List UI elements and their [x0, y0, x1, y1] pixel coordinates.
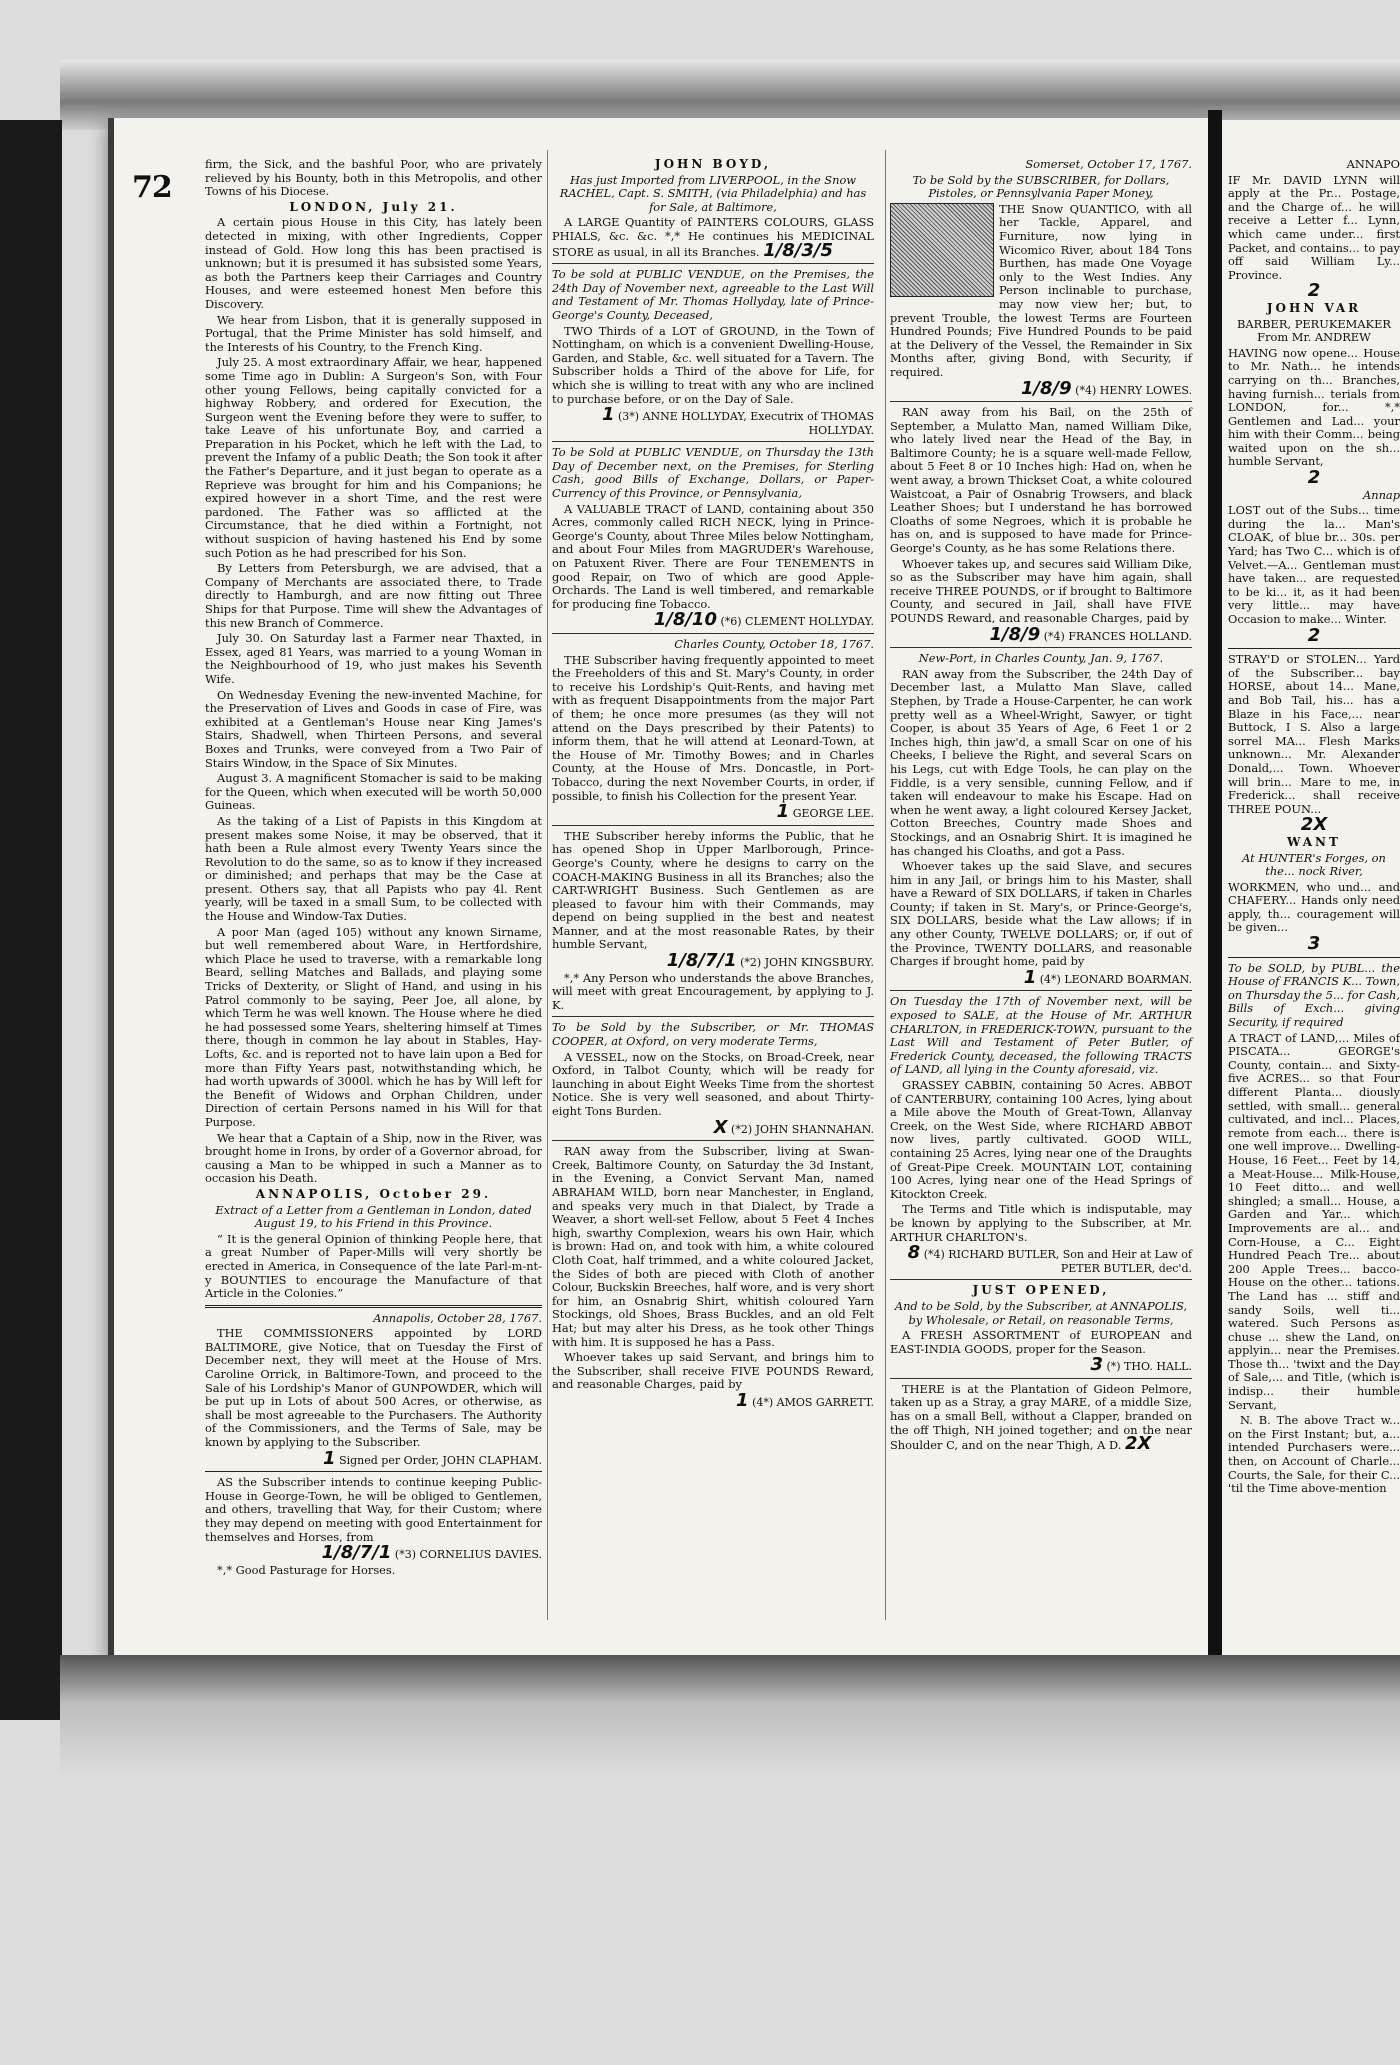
handwritten-mark: 1: [323, 1447, 336, 1469]
ad-vessel: [552, 1016, 874, 1136]
ad-heading: At HUNTER's Forges, on the... nock River,: [1242, 850, 1386, 879]
ad-rich-neck: [552, 441, 874, 629]
scanner-left-border: [0, 120, 62, 1720]
column-rule: [547, 150, 548, 1620]
news-paragraph: August 3. A magnificent Stomacher is said to be making for the Queen, which when executed will be worth 50,000 Guineas.: [205, 771, 542, 813]
page-number: 72: [132, 170, 172, 205]
ad-body: A VESSEL, now on the Stocks, on Broad-Creek, near Oxford, in Talbot County, which will be ready for launching in about Eight Weeks Time from the shortest Notice. She is very well seasoned, and about Thirty-eight Tons Burden.: [552, 1049, 874, 1118]
ad-body: A VALUABLE TRACT of LAND, containing about 350 Acres, commonly called RICH NECK, lying in Prince-George's County, about Three Miles below Nottingham, and about Four Miles from MAGRUDER's Warehouse, on Patuxent River. There are Four TENEMENTS in good Repair, on Two of which are good Apple-Orchards. The Land is well timbered, and remarkable for producing fine Tobacco.: [552, 501, 874, 611]
news-paragraph: July 25. A most extraordinary Affair, we hear, happened some Time ago in Dublin: A Surgeon's Son, with Four other young Fellows, being capitally convicted for a highway Robbery, and ordered for Execution, the Surgeon went the Evening before they were to suffer, to take Leave of his unfortunate Boy, and carried a Preparation in his Pocket, which he left with the Lad, to prevent the Infamy of a public Death; the Son took it after the Father's Departure, and it just began to operate as a Reprieve was brought for him and his Companions; he expired however in a short Time, and the rest were pardoned. The Father was so afflicted at the Circumstance, that he died within a Fortnight, not without suspicion of having hastened his End by some such Potion as he had prescribed for his Son.: [205, 355, 542, 560]
ad-body: THE Subscriber having frequently appointed to meet the Freeholders of this and St. Mary's County, in order to receive his Lordship's Quit-Rents, and having met with as frequent Disappointments from the major Part of them; he once more presumes (as they will not attend on the Days prescribed by their Patents) to inform them, that he will attend at Leonard-Town, at the House of Mr. Timothy Bowes; and in Charles County, at the House of Mrs. Doncastle, in Port-Tobacco, during the next November Courts, in order, if possible, to finish his Collection for the present Year.: [552, 652, 874, 803]
column-rule: [885, 150, 886, 1620]
ad-heading: To be Sold at PUBLIC VENDUE, on Thursday the 13th Day of December next, on the Premises, for Sterling Cash, good Bills of Exchange, Dollars, or Paper-Currency of this Province, or Pennsylvania,: [552, 445, 874, 501]
ad-rule: [205, 1471, 542, 1472]
ad-davies: AS the Subscriber intends to continue keeping Public-House in George-Town, he will be obliged to Gentlemen, and others, travelling that Way, for their Custom; where they may depend on meeting with good Entertainment for themselves and Horses, from: [205, 1475, 542, 1544]
handwritten-mark: 1/8/9: [989, 623, 1041, 645]
ad-signature: 1/8/9 (*4) FRANCES HOLLAND.: [989, 623, 1192, 645]
ad-body: THE Snow QUANTICO, with all her Tackle, Apparel, and Furniture, now lying in Wicomico River, about 184 Tons Burthen, has made One Voyage only to the West Indies. Any Person inclinable to purchase, may now view her; but, to prevent Trouble, the lowest Terms are Fourteen Hundred Pounds; Five Hundred Pounds to be paid at the Delivery of the Vessel, the Remainder in Six Months after, giving Bond, with Security, if required.: [890, 201, 1192, 379]
handwritten-mark: 2: [1307, 280, 1321, 302]
ad-signature: 1 (3*) ANNE HOLLYDAY, Executrix of THOMAS HOLLYDAY.: [601, 404, 874, 437]
ad-signature: 1/8/10 (*6) CLEMENT HOLLYDAY.: [653, 609, 874, 631]
news-paragraph: As the taking of a List of Papists in this Kingdom at present makes some Noise, it may be observed, that it hath been a Rule almost every Twenty Years since the Revolution to do the same, so as to know if they increased or diminished; and perhaps that may be the Case at present. Others say, that all Papists who pay 4l. Rent yearly, will be taxed in a small Sum, to be collected with the House and Window-Tax Duties.: [205, 813, 542, 924]
ad-date: Charles County, October 18, 1767.: [674, 637, 874, 651]
extract-heading: Extract of a Letter from a Gentleman in London, dated August 19, to his Friend in this Province.: [215, 1202, 532, 1231]
ad-title: JUST OPENED,: [972, 1283, 1110, 1298]
ad-body: GRASSEY CABBIN, containing 50 Acres. ABBOT of CANTERBURY, containing 100 Acres, lying about a Mile above the Mouth of Great-Town, Allanvay Creek, on the West Side, where RICHARD ABBOT now lives, partly cultivated. GOOD WILL, containing 25 Acres, lying near one of the Draughts of Great-Pipe Creek. MOUNTAIN LOT, containing 100 Acres, lying near one of the Head Springs of Kitockton Creek.: [890, 1078, 1192, 1201]
column-4-facing: [1228, 158, 1400, 1658]
ad-william-dike: [890, 401, 1192, 643]
ad-kingsbury: [552, 825, 874, 1013]
ad-signature: 1 (4*) LEONARD BOARMAN.: [1023, 966, 1192, 988]
column-3: [890, 158, 1192, 1455]
ad-tract-piscataway: A TRACT of LAND,... Miles of PISCATA... GEORGE's County, contain... and Sixty-five ACRES... so that Four different Planta... diously settled, with small... general cultivated, and incl... Places, remote from each... there is one well improve... Dwelling-House, 16 Feet... Feet by 14, a Meat-House... Milk-House, 10 Feet ditto... and well shingled; a small... House, a Garden and Yar... which Improvements are al... and Corn-House, a C... Eight Hundred Peach Tre... about 200 Apple Trees... bacco-House on the other... tations. The Land has ... stiff and sandy Soils, well ti... watered. Such Persons as chuse ... shew the Land, on applyin... near the Premises. Those th... 'twixt and the Day of Sale,... and Title, (which is indisp... their humble Servant,: [1228, 1030, 1400, 1412]
ad-body: THERE is at the Plantation of Gideon Pelmore, taken up as a Stray, a gray MARE, of a middle Size, has on a small Bell, without a Clapper, branded on the off Thigh, NH joined together; and on the near Shoulder C, and on the near Thigh, A D. 2X: [890, 1381, 1192, 1455]
section-rule: [205, 1305, 542, 1308]
book-gutter: [1208, 110, 1222, 1690]
news-paragraph: By Letters from Petersburgh, we are advised, that a Company of Merchants are associated there, to Trade directly to Hamburgh, and are now fitting out Three Ships for that Purpose. Time will shew the Advantages of this new Branch of Commerce.: [205, 561, 542, 630]
ad-heading: On Tuesday the 17th of November next, will be exposed to SALE, at the House of Mr. ARTHUR CHARLTON, in FREDERICK-TOWN, pursuant to the Last Will and Testament of Peter Butler, of Frederick County, deceased, the following TRACTS of LAND, all lying in the County aforesaid, viz.: [890, 994, 1192, 1077]
ad-body: TWO Thirds of a LOT of GROUND, in the Town of Nottingham, on which is a convenient Dwelling-House, Garden, and Stable, &c. well situated for a Tavern. The Subscriber holds a Third of the above for Life, for which she is willing to treat with any who are inclined to purchase before, or on the Day of Sale.: [552, 323, 874, 406]
handwritten-mark: 2: [1307, 467, 1321, 489]
ad-signature: 1 (4*) AMOS GARRETT.: [736, 1389, 874, 1411]
ad-hollyday: [552, 263, 874, 437]
ad-signature: 1 GEORGE LEE.: [776, 801, 874, 823]
ad-varnum: HAVING now opene... House to Mr. Nath... he intends carrying on th... Branches, having furnish... terials from LONDON, for... *,* Gentlemen and Lad... your him with their Comm... being waited upon on the sh... humble Servant,: [1228, 345, 1400, 469]
ad-strayed-horse: STRAY'D or STOLEN... Yard of the Subscriber... bay HORSE, about 14... Mane, and Bob Tail, his... has a Blaze in his Face,... near Buttock, I S. Also a large sorrel MA... Flesh Marks unknown... Mr. Alexander Donald,... Town. Whoever will brin... Mare to me, in Frederick... shall receive THREE POUN...: [1228, 652, 1400, 816]
handwritten-mark: 3: [1090, 1354, 1103, 1376]
extract-text: “ It is the general Opinion of thinking People here, that a great Number of Paper-Mills will very shortly be erected in America, in Consequence of the late Parl-m-nt-y BOUNTIES to encourage the Manufacture of that Article in the Colonies.”: [205, 1231, 542, 1301]
ad-heading: BARBER, PERUKEMAKER From Mr. ANDREW: [1237, 316, 1391, 345]
column-1: [205, 158, 542, 1579]
ad-body: THE Subscriber hereby informs the Public, that he has opened Shop in Upper Marlborough, Prince-George's County, where he designs to carry on the COACH-MAKING Business in all its Branches; also the CART-WRIGHT Business. Such Gentlemen as are pleased to favour him with their Commands, may depend on being supplied in the best and neatest Manner, and at the most reasonable Rates, by their humble Servant,: [552, 828, 874, 952]
ad-date: Somerset, October 17, 1767.: [1025, 157, 1192, 171]
ad-butler: [890, 990, 1192, 1275]
ad-body: Whoever takes up said Servant, and brings him to the Subscriber, shall receive FIVE POUNDS Reward, and reasonable Charges, paid by: [552, 1350, 874, 1392]
news-paragraph: July 30. On Saturday last a Farmer near Thaxted, in Essex, aged 81 Years, was married to a young Woman in the Neighbourhood of 19, who just makes his Seventh Wife.: [205, 631, 542, 686]
ad-title: JOHN VAR: [1266, 300, 1362, 315]
ad-lost-cloak: LOST out of the Subs... time during the la... Man's CLOAK, of blue br... 30s. per Yard; has Two C... which is of Velvet.—A... Gentleman must have taken... are requested to be ki... it, as it had been very little... may have Occasion to make... Winter.: [1228, 503, 1400, 626]
ad-lynn: IF Mr. DAVID LYNN will apply at the Pr... Postage, and the Charge of... he will receive a Letter f... Lynn, which came under... first Packet, and contains... to pay off said William Ly... Province.: [1228, 172, 1400, 282]
scanner-bottom-shadow: [60, 1655, 1400, 1775]
handwritten-mark: 2X: [1300, 814, 1328, 836]
news-paragraph: A certain pious House in this City, has lately been detected in mixing, with other Ingredients, Copper instead of Gold. How long this has been practised is unknown; but it is presumed it has subsisted some Years, as both the Partners keep their Carriages and Country Houses, and were esteemed honest Men before this Discovery.: [205, 215, 542, 311]
ad-body: The Terms and Title which is indisputable, may be known by applying to the Subscriber, at Mr. ARTHUR CHARLTON's.: [890, 1202, 1192, 1244]
ad-heading: To be Sold by the Subscriber, or Mr. THOMAS COOPER, at Oxford, on very moderate Terms,: [552, 1020, 874, 1049]
facing-header: ANNAPO: [1346, 158, 1400, 171]
news-paragraph: On Wednesday Evening the new-invented Machine, for the Preservation of Lives and Goods in case of Fire, was exhibited at a Gentleman's House near King James's Stairs, Shadwell, when Thirteen Persons, and several Boxes and Trunks, were conveyed from a Two Pair of Stairs Window, in the Space of Six Minutes.: [205, 687, 542, 770]
handwritten-mark: 1/8/7/1: [321, 1542, 392, 1564]
dateline-annapolis: ANNAPOLIS, October 29.: [255, 1186, 492, 1201]
ad-heading: To be Sold by the SUBSCRIBER, for Dollars, Pistoles, or Pennsylvania Paper Money,: [912, 172, 1170, 201]
ad-heading: To be sold at PUBLIC VENDUE, on the Premises, the 24th Day of November next, agreeable to the Last Will and Testament of Mr. Thomas Hollyday, late of Prince-George's County, Deceased,: [552, 267, 874, 322]
ad-workmen: WORKMEN, who und... and CHAFERY... Hands only need apply, th... couragement will be given...: [1228, 879, 1400, 935]
handwritten-mark: 1: [1023, 966, 1037, 988]
ad-signature: 1/8/7/1 (*2) JOHN KINGSBURY.: [666, 950, 874, 972]
ad-signature: 1/8/9 (*4) HENRY LOWES.: [1020, 377, 1192, 399]
handwritten-mark: 1/8/10: [653, 609, 717, 631]
ad-note: *,* Any Person who understands the above Branches, will meet with great Encouragement, by applying to J. K.: [552, 970, 874, 1012]
handwritten-mark: 1: [601, 404, 615, 426]
handwritten-mark: 1/8/9: [1020, 377, 1072, 399]
handwritten-mark: 1/8/3/5: [763, 239, 834, 261]
ad-body: Whoever takes up, and secures said William Dike, so as the Subscriber may have him again, shall receive THREE POUNDS, or if brought to Baltimore County, and secured in Jail, shall have FIVE POUNDS Reward, and reasonable Charges, paid by: [890, 556, 1192, 625]
ad-date: New-Port, in Charles County, Jan. 9, 1767.: [918, 651, 1164, 666]
ad-abraham-wild: [552, 1140, 874, 1409]
handwritten-mark: X: [713, 1116, 728, 1138]
ad-body: RAN away from the Subscriber, living at Swan-Creek, Baltimore County, on Saturday the 3d Instant, in the Evening, a Convict Servant Man, named ABRAHAM WILD, born near Manchester, in England, and speaks very much in that Dialect, by Trade a Weaver, a short well-set Fellow, about 5 Feet 4 Inches high, swarthy Complexion, wears his own Hair, which is brown: Had on, and took with him, a white coloured Cloth Coat, half trimmed, and a white coloured Jacket, the Sides of both are pieced with Cloth of another Colour, Buckskin Breeches, half wore, and is very short for him, an Osnabrig Shirt, whitish coloured Yarn Stockings, old Shoes, Brass Buckles, and an old Felt Hat; but may alter his Dress, as he took other Things with him. It is supposed he has a Pass.: [552, 1144, 874, 1349]
ad-note: *,* Good Pasturage for Horses.: [217, 1562, 396, 1577]
ad-george-lee: [552, 633, 874, 821]
ad-date: Annap: [1363, 487, 1400, 502]
boyd-subtitle: Has just Imported from LIVERPOOL, in the Snow RACHEL, Capt. S. SMITH, (via Philadelphia) and has for Sale, at Baltimore,: [559, 172, 867, 214]
handwritten-mark: 1/8/7/1: [666, 950, 737, 972]
ad-body: RAN away from his Bail, on the 25th of September, a Mulatto Man, named William Dike, who lately lived near the Head of the Bay, in Baltimore County; he is a square well-made Fellow, about 5 Feet 8 or 10 Inches high: Had on, when he went away, a brown Thickset Coat, a white coloured Waistcoat, a Pair of Osnabrig Trowsers, and black Leather Shoes; but I understand he has borrowed Cloaths of some Negroes, which it is probable he has on, and is supposed to have made for Prince-George's County, as he has some Relations there.: [890, 405, 1192, 556]
ad-stray-mare: [890, 1378, 1192, 1453]
ad-signature: 8 (*4) RICHARD BUTLER, Son and Heir at Law of PETER BUTLER, dec'd.: [907, 1242, 1192, 1275]
handwritten-mark: 2X: [1124, 1433, 1152, 1455]
ad-signature: 3 (*) THO. HALL.: [1090, 1354, 1192, 1376]
boyd-title: JOHN BOYD,: [654, 157, 772, 171]
column-2: [552, 158, 874, 1411]
ad-signature: 1/8/7/1 (*3) CORNELIUS DAVIES.: [321, 1542, 542, 1564]
handwritten-mark: 2: [1307, 624, 1321, 646]
ad-body: Whoever takes up the said Slave, and secures him in any Jail, or brings him to his Master, shall have a Reward of SIX DOLLARS, if taken in Charles County; if taken in St. Mary's, or Prince-George's, SIX DOLLARS, beside what the Law allows; if in any other County, TWELVE DOLLARS; or, if out of the Province, TWENTY DOLLARS, and reasonable Charges if brought home, paid by: [890, 859, 1192, 969]
news-paragraph: We hear that a Captain of a Ship, now in the River, was brought home in Irons, by order of a Governor abroad, for causing a Man to be whipped in such a Manner as to occasion his Death.: [205, 1130, 542, 1186]
ad-body: RAN away from the Subscriber, the 24th Day of December last, a Mulatto Man Slave, called Stephen, by Trade a House-Carpenter, he can work pretty well as a Wheel-Wright, Sawyer, or tight Cooper, is about 35 Years of Age, 6 Feet 1 or 2 Inches high, thin jaw'd, a small Scar on one of his Cheeks, I believe the Right, and several Scars on his Legs, cut with Edge Tools, he can play on the Fiddle, is a very sensible, cunning Fellow, and if taken will endeavour to make his Escape. Had on when he went away, a light coloured Kersey Jacket, Cotton Breeches, Country made Shoes and Stockings, and an Osnabrig Shirt. It is imagined he has changed his Cloaths, and got a Pass.: [890, 666, 1192, 858]
ad-hall: [890, 1279, 1192, 1374]
ad-title: WANT: [1287, 834, 1341, 849]
intro-text: firm, the Sick, and the bashful Poor, who are privately relieved by his Bounty, both in this Metropolis, and other Towns of his Diocese.: [205, 157, 542, 199]
dateline-london: LONDON, July 21.: [289, 199, 458, 214]
handwritten-mark: 1: [736, 1389, 749, 1411]
ad-boarman: [890, 647, 1192, 986]
boyd-body: A LARGE Quantity of PAINTERS COLOURS, GLASS PHIALS, &c. &c. *,* He continues his MEDICINAL STORE as usual, in all its Branches. 1/8/3/5: [552, 215, 874, 261]
ad-date: Annapolis, October 28, 1767.: [373, 1310, 542, 1325]
ad-rule: [1228, 648, 1400, 649]
ad-signature: X (*2) JOHN SHANNAHAN.: [713, 1116, 874, 1138]
ad-note: N. B. The above Tract w... on the First Instant; but, a... intended Purchasers were... then, on Account of Charle... Courts, the Sale, for their C... 'til the Time above-mention: [1228, 1413, 1400, 1496]
ad-heading: And to be Sold, by the Subscriber, at ANNAPOLIS, by Wholesale, or Retail, on reasonable Terms,: [894, 1298, 1188, 1327]
news-paragraph: A poor Man (aged 105) without any known Sirname, but well remembered about Ware, in Hertfordshire, which Place he used to traverse, with a remarkable long Beard, selling Matches and Ballads, and playing some Tricks of Dexterity, or Slight of Hand, and using in his Patrol commonly to be saying, Peer Joe, all alone, by which Term he was well known. The House where he died he had possessed some Years, sheltering himself at Times there, though in common he lay about in Stables, Hay-Lofts, &c. and is reported not to have lain upon a Bed for more than Fifty Years past, notwithstanding which, he had worth upwards of 3000l. which he has by Will left for the Benefit of Widows and Orphan Children, under Direction of certain Persons named in his Will for that Purpose.: [205, 924, 542, 1129]
ship-woodcut-image: [890, 203, 994, 297]
ad-heading: To be SOLD, by PUBL... the House of FRANCIS K... Town, on Thursday the 5... for Cash, Bills of Exch... giving Security, if required: [1228, 960, 1400, 1030]
ad-signature: 1 Signed per Order, JOHN CLAPHAM.: [323, 1447, 542, 1469]
handwritten-mark: 3: [1307, 933, 1321, 955]
ad-body: A FRESH ASSORTMENT of EUROPEAN and EAST-INDIA GOODS, proper for the Season.: [890, 1328, 1192, 1356]
news-paragraph: We hear from Lisbon, that it is generally supposed in Portugal, that the Prime Minister has sold himself, and the Interests of his Country, to the French King.: [205, 312, 542, 354]
ad-commissioners: THE COMMISSIONERS appointed by LORD BALTIMORE, give Notice, that on Tuesday the First of December next, they will meet at the House of Mrs. Caroline Orrick, in Baltimore-Town, and proceed to the Sale of his Lordship's Manor of GUNPOWDER, which will be put up in Lots of about 500 Acres, or otherwise, as shall be most agreeable to the Purchasers. The Authority of the Commissioners, and the Terms of Sale, may be known by applying to the Subscriber.: [205, 1326, 542, 1450]
ad-rule: [1228, 957, 1400, 958]
handwritten-mark: 8: [907, 1242, 921, 1264]
handwritten-mark: 1: [776, 801, 790, 823]
